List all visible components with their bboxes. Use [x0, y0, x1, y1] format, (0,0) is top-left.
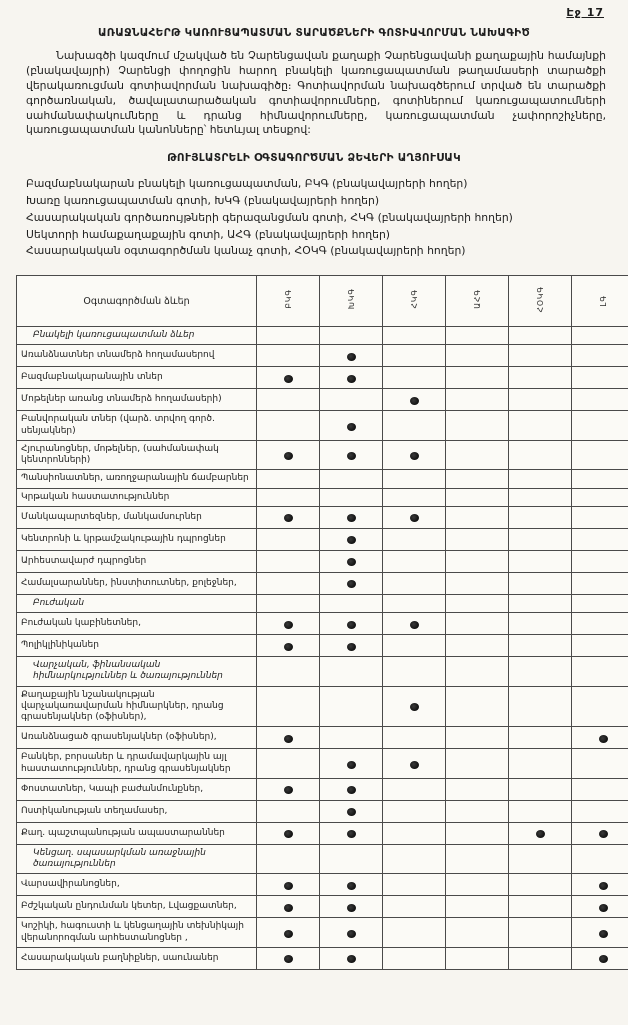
permitted-dot-icon	[599, 904, 608, 912]
empty-mark-cell	[446, 635, 509, 657]
empty-mark-cell	[383, 345, 446, 367]
usage-form-label: Բժշկական ընդունման կետեր, Լվացքատներ,	[17, 896, 257, 918]
permitted-dot-icon	[347, 830, 356, 838]
empty-mark-cell	[320, 389, 383, 411]
permitted-dot-icon	[347, 904, 356, 912]
usage-form-label: Հյուրանոցներ, մոթելներ, (սահմանափակ կենտրոնների)	[17, 440, 257, 470]
permitted-mark-cell	[257, 727, 320, 749]
permitted-mark-cell	[257, 778, 320, 800]
empty-mark-cell	[572, 327, 628, 345]
empty-mark-cell	[446, 389, 509, 411]
empty-mark-cell	[509, 367, 572, 389]
permitted-mark-cell	[320, 572, 383, 594]
empty-mark-cell	[509, 327, 572, 345]
table-row	[17, 896, 628, 918]
permitted-mark-cell	[320, 345, 383, 367]
zone-column-label: ՀԿԳ	[409, 289, 419, 309]
permitted-dot-icon	[410, 761, 419, 769]
permitted-dot-icon	[284, 786, 293, 794]
zone-column-header	[257, 276, 320, 327]
table-row	[17, 822, 628, 844]
empty-mark-cell	[257, 327, 320, 345]
table-row	[17, 572, 628, 594]
permitted-mark-cell	[257, 506, 320, 528]
empty-mark-cell	[572, 470, 628, 488]
empty-mark-cell	[572, 550, 628, 572]
permitted-dot-icon	[599, 735, 608, 743]
empty-mark-cell	[446, 918, 509, 948]
page-number: Էջ 17	[566, 6, 604, 19]
empty-mark-cell	[383, 778, 446, 800]
empty-mark-cell	[383, 822, 446, 844]
permitted-mark-cell	[257, 440, 320, 470]
empty-mark-cell	[383, 844, 446, 874]
table-row	[17, 550, 628, 572]
empty-mark-cell	[509, 528, 572, 550]
permitted-mark-cell	[320, 778, 383, 800]
empty-mark-cell	[446, 778, 509, 800]
empty-mark-cell	[509, 874, 572, 896]
permitted-mark-cell	[572, 896, 628, 918]
permitted-dot-icon	[599, 955, 608, 963]
table-section-row	[17, 657, 628, 687]
zone-column-label: ԱՀԳ	[472, 289, 482, 309]
permitted-dot-icon	[347, 423, 356, 431]
permitted-dot-icon	[347, 536, 356, 544]
empty-mark-cell	[509, 918, 572, 948]
empty-mark-cell	[446, 572, 509, 594]
permitted-mark-cell	[320, 896, 383, 918]
permitted-mark-cell	[320, 613, 383, 635]
usage-form-label: Կրթական հաստատություններ	[17, 488, 257, 506]
empty-mark-cell	[572, 572, 628, 594]
table-section-row	[17, 327, 628, 345]
permitted-dot-icon	[284, 930, 293, 938]
table-row	[17, 686, 628, 727]
permitted-mark-cell	[320, 411, 383, 441]
empty-mark-cell	[446, 822, 509, 844]
permitted-dot-icon	[347, 882, 356, 890]
table-row	[17, 778, 628, 800]
empty-mark-cell	[446, 800, 509, 822]
empty-mark-cell	[509, 800, 572, 822]
empty-mark-cell	[320, 686, 383, 727]
permitted-dot-icon	[284, 735, 293, 743]
permitted-dot-icon	[410, 452, 419, 460]
permitted-dot-icon	[599, 830, 608, 838]
permitted-dot-icon	[410, 397, 419, 405]
empty-mark-cell	[509, 550, 572, 572]
permitted-dot-icon	[347, 808, 356, 816]
empty-mark-cell	[572, 749, 628, 779]
empty-mark-cell	[383, 727, 446, 749]
permitted-mark-cell	[320, 440, 383, 470]
usage-form-label: Հասարակական բաղնիքներ, սաունաներ	[17, 947, 257, 969]
usage-form-label: Կոշիկի, հագուստի և կենցաղային տեխնիկայի վերանորոգման արհեստանոցներ ,	[17, 918, 257, 948]
empty-mark-cell	[509, 594, 572, 612]
empty-mark-cell	[383, 657, 446, 687]
empty-mark-cell	[383, 800, 446, 822]
zone-column-label: ԼԳ	[598, 294, 608, 307]
table-section-row	[17, 844, 628, 874]
permitted-dot-icon	[410, 514, 419, 522]
empty-mark-cell	[572, 411, 628, 441]
legend-item: Հասարակական գործառույթների գերազանցման գոտի, ՀԿԳ (բնակավայրերի հողեր)	[26, 210, 513, 224]
permitted-mark-cell	[572, 822, 628, 844]
usage-form-label: Վարսավիրանոցներ,	[17, 874, 257, 896]
zone-column-header	[509, 276, 572, 327]
usage-form-label: Առանձնացած գրասենյակներ (օֆիսներ),	[17, 727, 257, 749]
empty-mark-cell	[509, 947, 572, 969]
empty-mark-cell	[257, 389, 320, 411]
permitted-mark-cell	[257, 874, 320, 896]
empty-mark-cell	[572, 778, 628, 800]
permitted-mark-cell	[257, 635, 320, 657]
permitted-dot-icon	[347, 761, 356, 769]
empty-mark-cell	[572, 345, 628, 367]
empty-mark-cell	[383, 470, 446, 488]
usage-form-label: Քաղ. պաշտպանության ապաստարաններ	[17, 822, 257, 844]
zone-column-label: ԲԿԳ	[283, 289, 293, 309]
permitted-mark-cell	[383, 506, 446, 528]
empty-mark-cell	[572, 635, 628, 657]
legend-item: Հասարակական օգտագործման կանաչ գոտի, ՀՕԿԳ (բնակավայրերի հողեր)	[26, 244, 466, 258]
permitted-mark-cell	[383, 440, 446, 470]
usage-form-label: Ոստիկանության տեղամասեր,	[17, 800, 257, 822]
empty-mark-cell	[509, 635, 572, 657]
document-title: ԱՌԱՋՆԱՀԵՐԹ ԿԱՌՈՒՑԱՊԱՏՄԱՆ ՏԱՐԱԾՔՆԵՐԻ ԳՈՏԻԱՎՈՐՄԱՆ ՆԱԽԱԳԻԾ	[97, 27, 531, 39]
permitted-usage-table	[16, 275, 628, 970]
usage-form-label: Պոլիկլինիկաներ	[17, 635, 257, 657]
empty-mark-cell	[257, 411, 320, 441]
permitted-dot-icon	[347, 580, 356, 588]
table-row	[17, 411, 628, 441]
zone-column-header	[383, 276, 446, 327]
empty-mark-cell	[446, 947, 509, 969]
empty-mark-cell	[446, 506, 509, 528]
empty-mark-cell	[383, 411, 446, 441]
permitted-mark-cell	[320, 550, 383, 572]
empty-mark-cell	[446, 528, 509, 550]
permitted-dot-icon	[284, 830, 293, 838]
usage-form-label: Բուժական կաբինետներ,	[17, 613, 257, 635]
table-row	[17, 389, 628, 411]
empty-mark-cell	[446, 594, 509, 612]
empty-mark-cell	[572, 657, 628, 687]
permitted-dot-icon	[347, 514, 356, 522]
empty-mark-cell	[320, 488, 383, 506]
permitted-dot-icon	[284, 452, 293, 460]
table-row	[17, 488, 628, 506]
permitted-mark-cell	[320, 528, 383, 550]
empty-mark-cell	[572, 613, 628, 635]
permitted-mark-cell	[257, 613, 320, 635]
permitted-mark-cell	[383, 613, 446, 635]
empty-mark-cell	[383, 896, 446, 918]
empty-mark-cell	[446, 367, 509, 389]
empty-mark-cell	[509, 470, 572, 488]
permitted-mark-cell	[383, 389, 446, 411]
zone-column-header	[446, 276, 509, 327]
empty-mark-cell	[383, 528, 446, 550]
permitted-mark-cell	[572, 918, 628, 948]
empty-mark-cell	[446, 550, 509, 572]
permitted-mark-cell	[383, 686, 446, 727]
permitted-mark-cell	[320, 947, 383, 969]
permitted-dot-icon	[410, 621, 419, 629]
usage-forms-column-header: Օգտագործման ձևեր	[17, 276, 257, 327]
permitted-mark-cell	[383, 749, 446, 779]
table-row	[17, 506, 628, 528]
permitted-mark-cell	[320, 800, 383, 822]
permitted-dot-icon	[347, 558, 356, 566]
permitted-dot-icon	[347, 452, 356, 460]
table-row	[17, 470, 628, 488]
empty-mark-cell	[509, 844, 572, 874]
empty-mark-cell	[509, 488, 572, 506]
permitted-dot-icon	[599, 930, 608, 938]
empty-mark-cell	[509, 613, 572, 635]
empty-mark-cell	[572, 440, 628, 470]
usage-form-label: Համալսարաններ, ինստիտուտներ, քոլեջներ,	[17, 572, 257, 594]
empty-mark-cell	[509, 686, 572, 727]
usage-form-label: Առանձնատներ տնամերձ հողամասերով	[17, 345, 257, 367]
empty-mark-cell	[509, 572, 572, 594]
empty-mark-cell	[257, 550, 320, 572]
empty-mark-cell	[572, 488, 628, 506]
empty-mark-cell	[383, 594, 446, 612]
table-row	[17, 440, 628, 470]
legend-item: Սեկտորի համաքաղաքային գոտի, ԱՀԳ (բնակավայրերի հողեր)	[26, 227, 391, 241]
permitted-usage-table-title: ԹՈՒՅԼԱՏՐԵԼԻ ՕԳՏԱԳՈՐԾՄԱՆ ՁԵՎԵՐԻ ԱՂՅՈՒՍԱԿ	[167, 152, 461, 165]
empty-mark-cell	[257, 488, 320, 506]
empty-mark-cell	[257, 749, 320, 779]
empty-mark-cell	[572, 528, 628, 550]
zone-column-header	[572, 276, 628, 327]
empty-mark-cell	[257, 470, 320, 488]
table-header-row	[17, 276, 628, 327]
empty-mark-cell	[383, 635, 446, 657]
empty-mark-cell	[257, 686, 320, 727]
permitted-mark-cell	[572, 727, 628, 749]
permitted-mark-cell	[572, 874, 628, 896]
empty-mark-cell	[509, 440, 572, 470]
permitted-dot-icon	[347, 955, 356, 963]
usage-form-label: Մոթելներ առանց տնամերձ հողամասերի)	[17, 389, 257, 411]
table-row	[17, 800, 628, 822]
permitted-mark-cell	[509, 822, 572, 844]
empty-mark-cell	[257, 844, 320, 874]
empty-mark-cell	[320, 727, 383, 749]
table-row	[17, 918, 628, 948]
empty-mark-cell	[446, 411, 509, 441]
empty-mark-cell	[446, 345, 509, 367]
empty-mark-cell	[572, 389, 628, 411]
permitted-mark-cell	[572, 947, 628, 969]
table-row	[17, 635, 628, 657]
legend-item: Բազմաբնակարան բնակելի կառուցապատման, ԲԿԳ (բնակավայրերի հողեր)	[26, 177, 468, 191]
empty-mark-cell	[446, 896, 509, 918]
permitted-mark-cell	[320, 822, 383, 844]
empty-mark-cell	[446, 727, 509, 749]
usage-form-label: Քաղաքային նշանակության վարչակառավարման հիմնարկներ, դրանց գրասենյակներ (օֆիսներ),	[17, 686, 257, 727]
zone-column-label: ՀՕԿԳ	[535, 285, 545, 313]
empty-mark-cell	[572, 686, 628, 727]
permitted-mark-cell	[257, 896, 320, 918]
zone-legend	[26, 176, 612, 260]
empty-mark-cell	[383, 488, 446, 506]
empty-mark-cell	[509, 411, 572, 441]
usage-form-label: Կենտրոնի և կրթամշակութային դպրոցներ	[17, 528, 257, 550]
empty-mark-cell	[383, 367, 446, 389]
permitted-dot-icon	[284, 621, 293, 629]
empty-mark-cell	[509, 896, 572, 918]
empty-mark-cell	[509, 389, 572, 411]
permitted-mark-cell	[257, 822, 320, 844]
intro-paragraph: Նախագծի կազմում մշակված են Չարենցավան քաղաքի Չարենցավանի քաղաքային համայնքի (բնակավայրի) Չարենցի փողոցին հարող բնակելի կառուցապատման թաղամասերի տարածքի վերակառուցման գոտիավորման նախագիծը։ Գոտիավորման նախագծերում տրված են տարածքի գործառնական, ծավալատարածական գոտիավորումները, գոտիներում կառուցապատումների սահմանափակումները և դրանց հիմնավորումները, կառուցապատման չափորոշիչները, կառուցապատման կանոնները՝ հետևյալ տեսքով:	[26, 49, 606, 137]
permitted-dot-icon	[284, 904, 293, 912]
empty-mark-cell	[446, 440, 509, 470]
table-row	[17, 947, 628, 969]
empty-mark-cell	[320, 470, 383, 488]
permitted-dot-icon	[284, 882, 293, 890]
empty-mark-cell	[257, 800, 320, 822]
permitted-dot-icon	[410, 703, 419, 711]
table-row	[17, 345, 628, 367]
usage-form-label: Բանվորական տներ (վարձ. տրվող գործ. սենյակներ)	[17, 411, 257, 441]
permitted-mark-cell	[257, 367, 320, 389]
empty-mark-cell	[572, 594, 628, 612]
empty-mark-cell	[383, 572, 446, 594]
empty-mark-cell	[446, 874, 509, 896]
permitted-mark-cell	[320, 918, 383, 948]
table-row	[17, 727, 628, 749]
permitted-dot-icon	[284, 375, 293, 383]
permitted-dot-icon	[536, 830, 545, 838]
empty-mark-cell	[383, 874, 446, 896]
permitted-dot-icon	[347, 930, 356, 938]
empty-mark-cell	[257, 657, 320, 687]
usage-form-label: Փոստատներ, Կապի բաժանմունքներ,	[17, 778, 257, 800]
permitted-dot-icon	[347, 643, 356, 651]
table-section-row	[17, 594, 628, 612]
empty-mark-cell	[446, 749, 509, 779]
permitted-dot-icon	[599, 882, 608, 890]
empty-mark-cell	[320, 657, 383, 687]
table-row	[17, 749, 628, 779]
usage-form-label: Բանկեր, բորսաներ և դրամավարկային այլ հաստատություններ, դրանց գրասենյակներ	[17, 749, 257, 779]
empty-mark-cell	[509, 506, 572, 528]
permitted-dot-icon	[284, 643, 293, 651]
empty-mark-cell	[509, 727, 572, 749]
permitted-mark-cell	[257, 947, 320, 969]
usage-table-head	[17, 276, 628, 327]
empty-mark-cell	[446, 327, 509, 345]
empty-mark-cell	[320, 327, 383, 345]
empty-mark-cell	[572, 367, 628, 389]
section-label: Բնակելի կառուցապատման ձևեր	[17, 327, 257, 345]
permitted-dot-icon	[347, 621, 356, 629]
empty-mark-cell	[446, 686, 509, 727]
empty-mark-cell	[572, 506, 628, 528]
empty-mark-cell	[509, 749, 572, 779]
empty-mark-cell	[257, 594, 320, 612]
empty-mark-cell	[509, 778, 572, 800]
empty-mark-cell	[572, 844, 628, 874]
empty-mark-cell	[446, 488, 509, 506]
zone-column-header	[320, 276, 383, 327]
section-label: Վարչական, ֆինանսական հիմնարկություններ և ծառայություններ	[17, 657, 257, 687]
permitted-mark-cell	[320, 874, 383, 896]
empty-mark-cell	[446, 844, 509, 874]
permitted-dot-icon	[284, 514, 293, 522]
empty-mark-cell	[446, 613, 509, 635]
empty-mark-cell	[509, 657, 572, 687]
table-row	[17, 528, 628, 550]
permitted-mark-cell	[320, 749, 383, 779]
usage-form-label: Մանկապարտեզներ, մանկամսուրներ	[17, 506, 257, 528]
permitted-dot-icon	[347, 375, 356, 383]
permitted-dot-icon	[284, 955, 293, 963]
usage-form-label: Պանսիոնատներ, առողջարանային ճամբարներ	[17, 470, 257, 488]
permitted-mark-cell	[320, 506, 383, 528]
table-row	[17, 367, 628, 389]
section-label: Բուժական	[17, 594, 257, 612]
empty-mark-cell	[446, 657, 509, 687]
empty-mark-cell	[320, 594, 383, 612]
table-row	[17, 613, 628, 635]
permitted-dot-icon	[347, 786, 356, 794]
permitted-mark-cell	[320, 367, 383, 389]
table-row	[17, 874, 628, 896]
permitted-dot-icon	[347, 353, 356, 361]
usage-table-body	[17, 327, 628, 970]
zone-column-label: ԽԿԳ	[346, 288, 356, 310]
legend-item: Խառը կառուցապատման գոտի, ԽԿԳ (բնակավայրերի հողեր)	[26, 194, 380, 208]
usage-form-label: Արհեստավարժ դպրոցներ	[17, 550, 257, 572]
empty-mark-cell	[383, 550, 446, 572]
empty-mark-cell	[383, 918, 446, 948]
permitted-mark-cell	[257, 918, 320, 948]
section-label: Կենցաղ. սպասարկման առաջնային ծառայություններ	[17, 844, 257, 874]
empty-mark-cell	[446, 470, 509, 488]
empty-mark-cell	[257, 528, 320, 550]
empty-mark-cell	[257, 345, 320, 367]
empty-mark-cell	[572, 800, 628, 822]
usage-form-label: Բազմաբնակարանային տներ	[17, 367, 257, 389]
permitted-mark-cell	[320, 635, 383, 657]
empty-mark-cell	[509, 345, 572, 367]
empty-mark-cell	[383, 947, 446, 969]
empty-mark-cell	[383, 327, 446, 345]
empty-mark-cell	[257, 572, 320, 594]
empty-mark-cell	[320, 844, 383, 874]
